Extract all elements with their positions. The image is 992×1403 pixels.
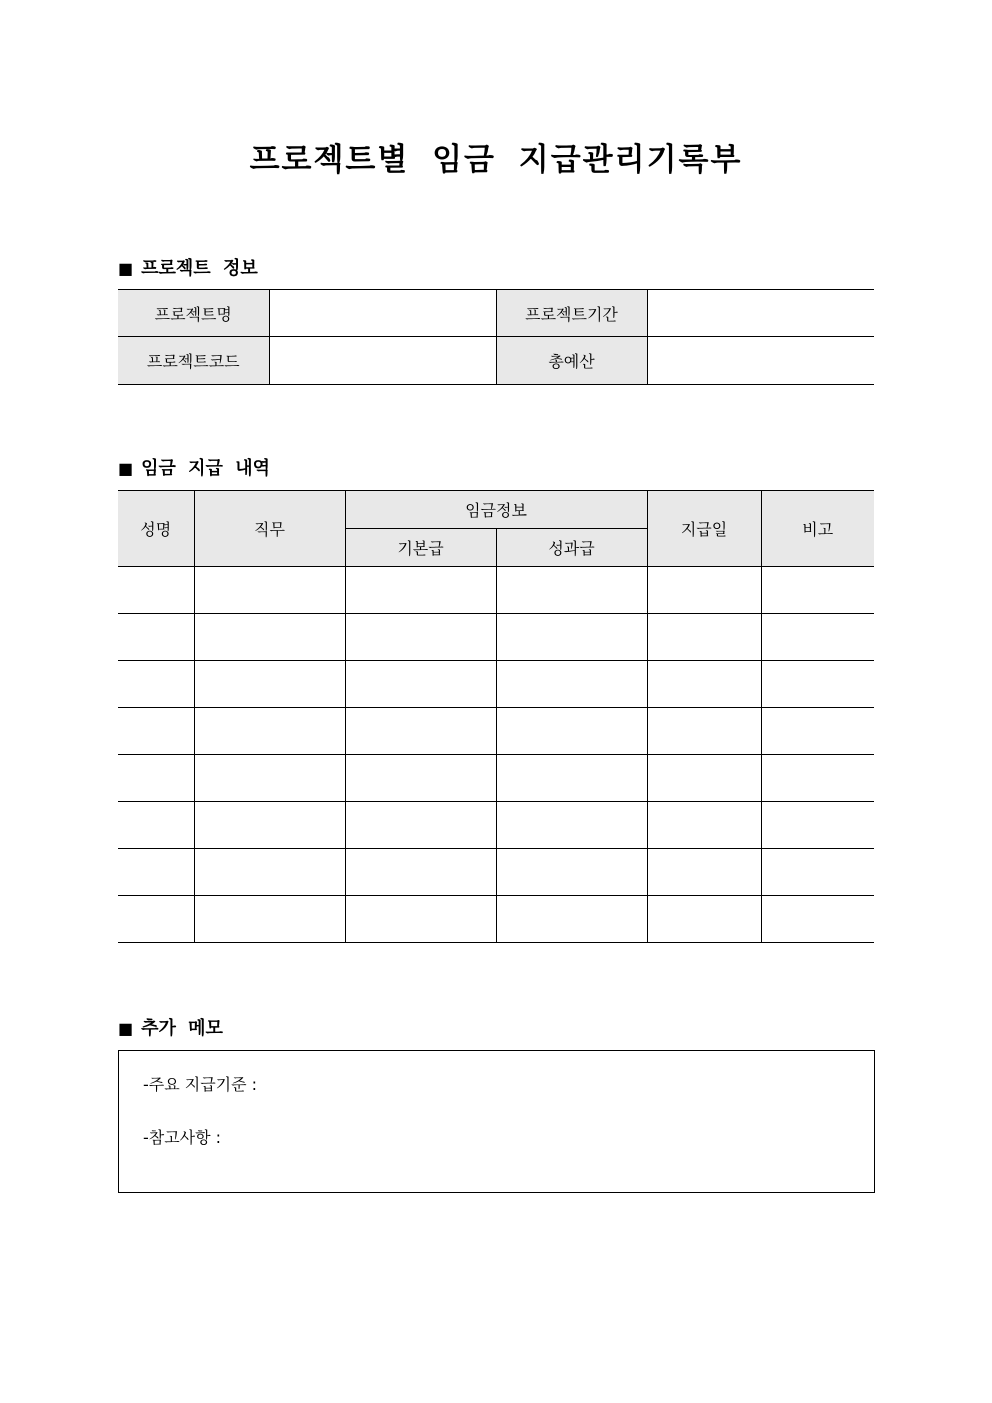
header-wage-info: 임금정보	[345, 491, 647, 529]
header-pay-date: 지급일	[647, 491, 761, 567]
cell-pay-date[interactable]	[647, 708, 761, 755]
cell-bonus[interactable]	[496, 755, 647, 802]
table-row	[118, 755, 874, 802]
table-row	[118, 661, 874, 708]
cell-base-pay[interactable]	[345, 614, 496, 661]
cell-base-pay[interactable]	[345, 708, 496, 755]
cell-role[interactable]	[194, 802, 345, 849]
cell-base-pay[interactable]	[345, 661, 496, 708]
cell-name[interactable]	[118, 802, 194, 849]
cell-base-pay[interactable]	[345, 849, 496, 896]
memo-reference-notes: -참고사항 :	[143, 1128, 222, 1147]
header-bonus: 성과급	[496, 529, 647, 567]
cell-role[interactable]	[194, 849, 345, 896]
project-period-field[interactable]	[647, 290, 874, 337]
section-heading-memo	[118, 1014, 223, 1040]
cell-role[interactable]	[194, 896, 345, 943]
header-base-pay: 기본급	[345, 529, 496, 567]
cell-bonus[interactable]	[496, 802, 647, 849]
cell-bonus[interactable]	[496, 661, 647, 708]
project-name-label: 프로젝트명	[118, 290, 269, 337]
header-name: 성명	[118, 491, 194, 567]
cell-base-pay[interactable]	[345, 567, 496, 614]
cell-pay-date[interactable]	[647, 849, 761, 896]
table-row	[118, 708, 874, 755]
cell-name[interactable]	[118, 708, 194, 755]
payment-table	[118, 490, 874, 943]
total-budget-label: 총예산	[496, 337, 647, 385]
cell-pay-date[interactable]	[647, 802, 761, 849]
cell-role[interactable]	[194, 708, 345, 755]
cell-name[interactable]	[118, 614, 194, 661]
cell-bonus[interactable]	[496, 567, 647, 614]
total-budget-field[interactable]	[647, 337, 874, 385]
memo-box[interactable]	[118, 1050, 875, 1193]
cell-base-pay[interactable]	[345, 755, 496, 802]
cell-role[interactable]	[194, 614, 345, 661]
project-info-table	[118, 289, 874, 385]
cell-name[interactable]	[118, 755, 194, 802]
cell-base-pay[interactable]	[345, 896, 496, 943]
table-row	[118, 896, 874, 943]
cell-role[interactable]	[194, 661, 345, 708]
cell-note[interactable]	[761, 661, 874, 708]
table-row	[118, 802, 874, 849]
cell-note[interactable]	[761, 567, 874, 614]
project-name-field[interactable]	[269, 290, 496, 337]
project-code-label: 프로젝트코드	[118, 337, 269, 385]
section-heading-payment	[118, 454, 270, 480]
cell-name[interactable]	[118, 567, 194, 614]
cell-role[interactable]	[194, 755, 345, 802]
cell-bonus[interactable]	[496, 896, 647, 943]
project-code-field[interactable]	[269, 337, 496, 385]
cell-note[interactable]	[761, 896, 874, 943]
cell-pay-date[interactable]	[647, 896, 761, 943]
cell-bonus[interactable]	[496, 708, 647, 755]
cell-pay-date[interactable]	[647, 614, 761, 661]
cell-note[interactable]	[761, 708, 874, 755]
section-label: 임금 지급 내역	[141, 458, 270, 479]
cell-name[interactable]	[118, 896, 194, 943]
table-row	[118, 567, 874, 614]
cell-name[interactable]	[118, 661, 194, 708]
cell-role[interactable]	[194, 567, 345, 614]
square-bullet-icon: ■	[118, 259, 134, 278]
cell-pay-date[interactable]	[647, 755, 761, 802]
cell-note[interactable]	[761, 614, 874, 661]
table-row	[118, 849, 874, 896]
cell-note[interactable]	[761, 755, 874, 802]
section-label: 추가 메모	[141, 1018, 223, 1039]
section-label: 프로젝트 정보	[141, 258, 258, 279]
cell-note[interactable]	[761, 802, 874, 849]
cell-base-pay[interactable]	[345, 802, 496, 849]
square-bullet-icon: ■	[118, 1019, 134, 1038]
cell-bonus[interactable]	[496, 614, 647, 661]
header-role: 직무	[194, 491, 345, 567]
table-row	[118, 614, 874, 661]
cell-name[interactable]	[118, 849, 194, 896]
cell-pay-date[interactable]	[647, 661, 761, 708]
project-period-label: 프로젝트기간	[496, 290, 647, 337]
page-title: 프로젝트별 임금 지급관리기록부	[249, 142, 743, 178]
cell-note[interactable]	[761, 849, 874, 896]
header-note: 비고	[761, 491, 874, 567]
cell-bonus[interactable]	[496, 849, 647, 896]
memo-pay-criteria: -주요 지급기준 :	[143, 1075, 258, 1094]
cell-pay-date[interactable]	[647, 567, 761, 614]
square-bullet-icon: ■	[118, 459, 134, 478]
section-heading-project-info	[118, 254, 258, 280]
